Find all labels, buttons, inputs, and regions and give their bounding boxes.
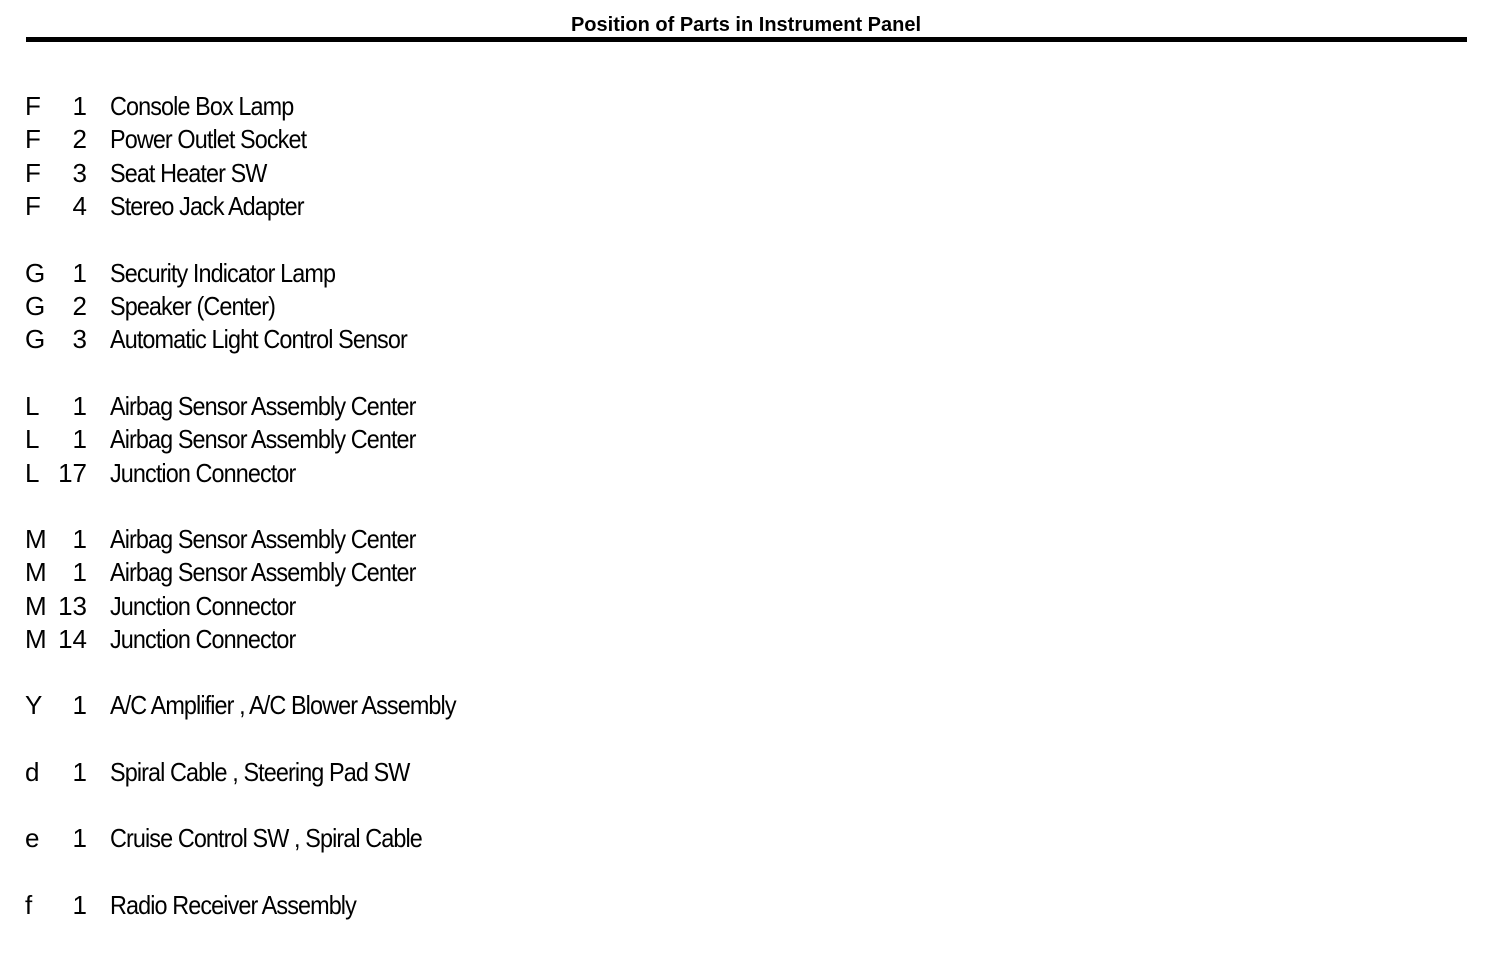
part-description-text: Airbag Sensor Assembly Center xyxy=(110,557,416,588)
part-location-code: M xyxy=(25,590,47,621)
part-description xyxy=(110,756,443,789)
part-description-text: Spiral Cable , Steering Pad SW xyxy=(110,756,410,787)
part-description xyxy=(110,590,316,623)
part-location-code: d xyxy=(25,756,40,787)
part-number: 1 xyxy=(72,690,87,721)
part-group xyxy=(0,390,1504,490)
part-number: 1 xyxy=(72,91,87,121)
part-number: 1 xyxy=(72,889,87,920)
part-description-text: Automatic Light Control Sensor xyxy=(110,324,407,355)
part-group xyxy=(0,689,1504,722)
part-number: 1 xyxy=(72,257,87,288)
part-description-text: Radio Receiver Assembly xyxy=(110,889,356,920)
part-row xyxy=(0,556,1504,589)
part-description xyxy=(110,290,293,323)
part-description xyxy=(110,556,450,589)
part-number: 3 xyxy=(72,157,87,188)
part-number: 13 xyxy=(58,590,87,621)
part-location-code: f xyxy=(25,889,33,920)
part-row xyxy=(0,257,1504,290)
part-description xyxy=(110,523,450,556)
part-description-text: Console Box Lamp xyxy=(110,91,294,121)
parts-list xyxy=(0,90,1504,955)
part-description-text: Cruise Control SW , Spiral Cable xyxy=(110,823,422,854)
part-row xyxy=(0,290,1504,323)
part-row xyxy=(0,390,1504,423)
part-number: 1 xyxy=(72,823,87,854)
part-description xyxy=(110,457,316,490)
part-description xyxy=(110,157,284,190)
part-row xyxy=(0,323,1504,356)
part-location-code: F xyxy=(25,191,41,222)
part-number: 1 xyxy=(72,390,87,421)
part-row xyxy=(0,157,1504,190)
part-number: 2 xyxy=(72,290,87,321)
part-description-text: A/C Amplifier , A/C Blower Assembly xyxy=(110,690,456,721)
part-number: 14 xyxy=(58,624,87,655)
part-location-code: F xyxy=(25,157,41,188)
part-description xyxy=(110,390,450,423)
part-description-text: Security Indicator Lamp xyxy=(110,257,336,288)
part-location-code: L xyxy=(25,390,40,421)
part-description xyxy=(110,323,440,356)
part-location-code: G xyxy=(25,257,46,288)
part-location-code: M xyxy=(25,624,47,655)
part-row xyxy=(0,423,1504,456)
part-location-code: G xyxy=(25,324,46,355)
page-title: Position of Parts in Instrument Panel xyxy=(570,14,922,36)
part-description xyxy=(110,623,316,656)
part-number: 4 xyxy=(72,191,87,222)
part-description-text: Junction Connector xyxy=(110,457,296,488)
part-description-text: Airbag Sensor Assembly Center xyxy=(110,424,416,455)
part-number: 1 xyxy=(72,424,87,455)
part-number: 1 xyxy=(72,523,87,554)
part-description xyxy=(110,689,494,722)
part-location-code: F xyxy=(25,124,41,155)
part-group xyxy=(0,822,1504,855)
part-location-code: L xyxy=(25,424,40,455)
part-row xyxy=(0,190,1504,223)
part-number: 17 xyxy=(58,457,87,488)
part-location-code: e xyxy=(25,823,40,854)
part-group xyxy=(0,756,1504,789)
part-row xyxy=(0,889,1504,922)
part-description-text: Seat Heater SW xyxy=(110,157,267,188)
part-row xyxy=(0,123,1504,156)
part-group xyxy=(0,523,1504,657)
title-rule xyxy=(26,37,1467,42)
part-location-code: G xyxy=(25,290,46,321)
part-row xyxy=(0,457,1504,490)
part-row xyxy=(0,623,1504,656)
part-number: 1 xyxy=(72,756,87,787)
part-description xyxy=(110,123,328,156)
part-description xyxy=(110,822,457,855)
part-location-code: M xyxy=(25,557,47,588)
part-description-text: Stereo Jack Adapter xyxy=(110,191,304,222)
part-description-text: Airbag Sensor Assembly Center xyxy=(110,390,416,421)
part-number: 3 xyxy=(72,324,87,355)
part-description xyxy=(110,423,450,456)
part-row xyxy=(0,756,1504,789)
part-group xyxy=(0,257,1504,357)
part-row xyxy=(0,523,1504,556)
part-description xyxy=(110,190,325,223)
part-location-code: Y xyxy=(25,690,43,721)
part-location-code: F xyxy=(25,91,41,121)
part-description-text: Junction Connector xyxy=(110,590,296,621)
part-number: 1 xyxy=(72,557,87,588)
part-number: 2 xyxy=(72,124,87,155)
part-row xyxy=(0,822,1504,855)
part-description-text: Airbag Sensor Assembly Center xyxy=(110,523,416,554)
part-group xyxy=(0,90,1504,224)
part-description-text: Power Outlet Socket xyxy=(110,124,307,155)
part-description xyxy=(110,889,383,922)
part-location-code: M xyxy=(25,523,47,554)
part-description xyxy=(110,90,314,123)
part-location-code: L xyxy=(25,457,40,488)
part-row xyxy=(0,689,1504,722)
part-row xyxy=(0,590,1504,623)
part-description-text: Junction Connector xyxy=(110,624,296,655)
part-group xyxy=(0,889,1504,922)
part-row xyxy=(0,90,1504,123)
part-description-text: Speaker (Center) xyxy=(110,290,276,321)
part-description xyxy=(110,257,360,290)
